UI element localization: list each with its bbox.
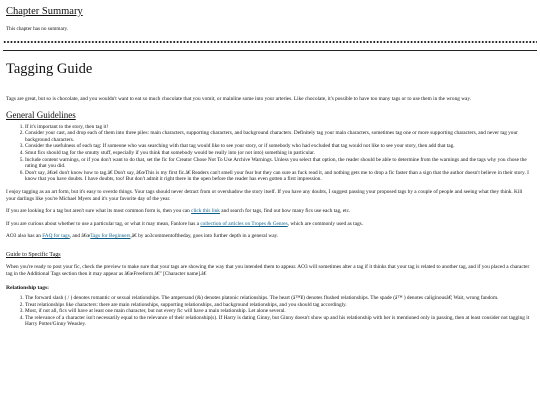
fanlore-paragraph — [6, 221, 537, 228]
work-page — [0, 6, 540, 328]
list-item: 6. Don't say, â€œI don't know how to tag.â€ Don't say, â€œThis is my first fic.â€ Readers can't smell your fear but they can sure as fuck read it, and nothing gets me to drop a fic faster than a sign that the author doesn't believe in their story. I know that you have doubts. I have doubts, too! But don't admit it right there in the open before the reader has even gotten a first impression. — [25, 170, 533, 183]
chapter-summary-text: This chapter has no summary. — [6, 26, 69, 32]
text: If you are curious about whether to use a particular tag, or what it may mean, Fanlore has a — [6, 220, 201, 227]
tag-search-paragraph — [6, 208, 537, 215]
text: and search for tags, find out how many fics use each tag, etc. — [219, 208, 351, 215]
list-item: 2. Treat relationships like characters: there are main relationships, supporting relationships, and background relationships, and you should tag accordingly. — [25, 302, 533, 309]
chapter-summary-heading: Chapter Summary — [6, 6, 83, 17]
text: , and â€œ — [69, 233, 91, 240]
list-item: 4. The relevance of a character isn't necessarily equal to the relevance of their relationship(s). If Harry is dating Ginny, but Ginny doesn't show up and his relationship with her is mentioned only in passing, then at least consider not tagging it Harry Potter/Ginny Weasley. — [25, 315, 533, 328]
general-guidelines-heading: General Guidelines — [6, 109, 76, 120]
list-item: 5. Include content warnings, or if you don't want to do that, set the fic for Creator Chose Not To Use Archive Warnings. Unless you select that option, the reader should be able to determine from the warnings and the tags why you chose the rating that you did. — [25, 157, 533, 170]
dotted-divider — [3, 40, 537, 44]
general-guidelines-list — [3, 124, 537, 183]
tropes-genres-link[interactable]: collection of articles on Tropes & Genres — [200, 220, 288, 227]
text: , which are commonly used as tags. — [287, 220, 364, 227]
tags-for-beginners-link[interactable]: Tags for Beginners — [90, 233, 131, 240]
relationship-tags-heading: Relationship tags: — [6, 285, 50, 292]
preview-paragraph: When you're ready to post your fic, check the preview to make sure that your tags are showing the way that you intended them to appear. AO3 will sometimes alter a tag if it thinks that your tag is related to another tag, and if you placed a character tag in the Additional Tags section then it may appear as â€œFreeform â€” [Character name].â€ — [6, 263, 530, 277]
list-item: 1. The forward slash ( / ) denotes romantic or sexual relationships. The ampersand (&) denotes platonic relationships. The heart (â™¥) denotes flushed relationships. The spade (â™ ) denotes caliginousâ€¦ Wait, wrong fandom. — [25, 295, 533, 302]
text: ,â€ by ao3commentoftheday, goes into further depth in a general way. — [130, 233, 279, 240]
faq-tags-link[interactable]: FAQ for tags — [42, 233, 70, 240]
list-item: 3. Consider the usefulness of each tag: If someone who was searching with that tag would like to see your story, or if somebody who had excluded that tag would not like to see your story, then add that tag. — [25, 143, 533, 150]
guide-title: Tagging Guide — [6, 61, 93, 77]
specific-tags-heading: Guide to Specific Tags — [6, 251, 61, 258]
list-item: 4. Smut fics should tag for the smutty stuff, especially if you think that somebody would be really into (or not into) something in particular. — [25, 150, 533, 157]
ao3-faq-paragraph — [6, 233, 537, 240]
divider-line — [3, 50, 537, 51]
guide-intro: Tags are great, but so is chocolate, and you wouldn't want to eat so much chocolate that you vomit, or mainline some into your arteries. Like chocolate, it's possible to have too many tags or to use them in the wrong way. — [6, 96, 472, 102]
tag-search-link[interactable]: click this link — [191, 208, 220, 215]
list-item: 2. Consider your cast, and drop each of them into three piles: main characters, supporting characters, and background characters. Definitely tag your main characters, sometimes tag one or more supporting characters, and never tag your background characters. — [25, 130, 533, 143]
relationship-list — [3, 295, 537, 328]
overdo-paragraph: I enjoy tagging as an art form, but it's easy to overdo things. Your tags should never detract from or overshadow the story itself. If you have any doubts, I suggest passing your proposed tags by a couple of people and seeing what they think. Kill your darlings like you're Michael Myers and it's your favorite day of the year. — [6, 188, 523, 202]
text: If you are looking for a tag but aren't sure what its most common form is, then you can — [6, 208, 192, 215]
text: AO3 also has an — [6, 233, 43, 240]
list-item: 3. Most, if not all, fics will have at least one main character, but not every fic will have a main relationship. Let alone several. — [25, 308, 533, 315]
list-item: 1. If it's important to the story, then tag it! — [25, 124, 533, 131]
